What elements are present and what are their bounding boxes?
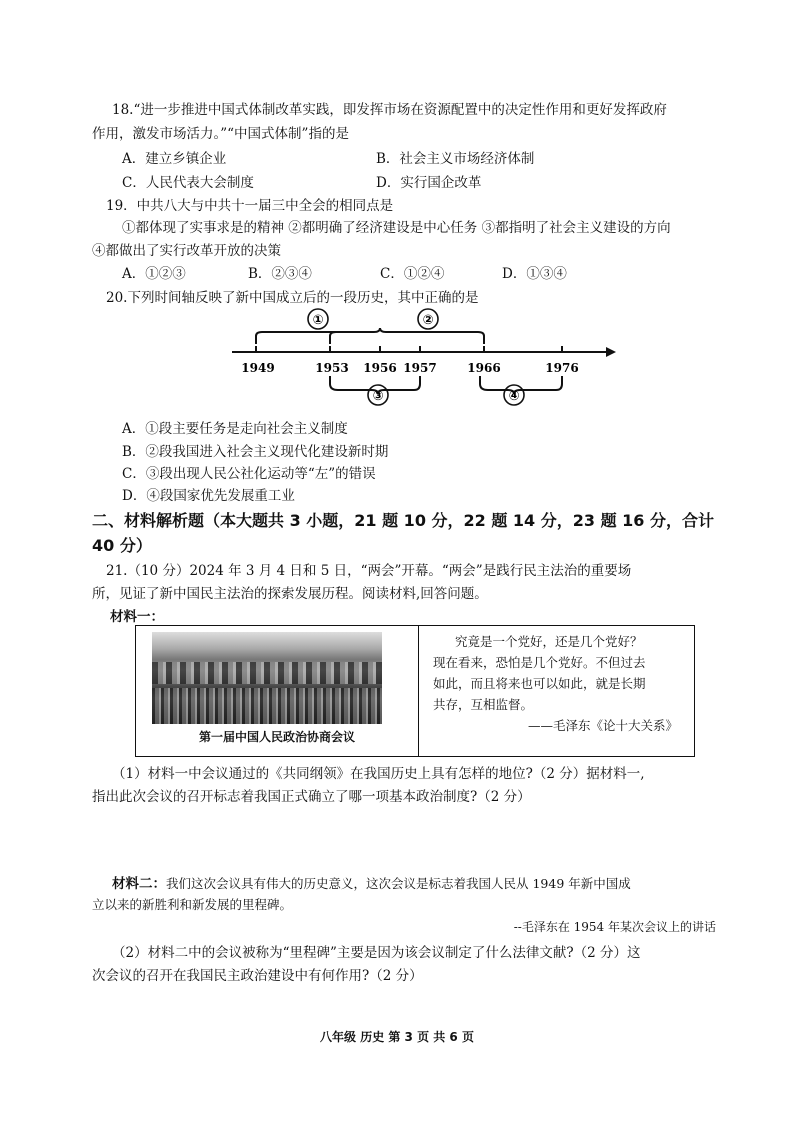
year-1949: 1949 [241,361,275,375]
quote-source: ——毛泽东《论十大关系》 [527,718,678,733]
q19-stem: 19．中共八大与中共十一届三中全会的相同点是 [106,198,394,214]
upper-brace [256,328,484,344]
section-title-line2: 40 分） [92,536,152,555]
year-1966: 1966 [467,361,501,375]
q18-stem-line2: 作用，激发市场活力。”“中国式体制”指的是 [92,126,349,142]
q18-option-d: D．实行国企改革 [376,175,482,191]
q21-sub1-line2: 指出此次会议的召开标志着我国正式确立了哪一项基本政治制度?（2 分） [92,789,531,805]
q18-option-c: C．人民代表大会制度 [122,175,254,191]
q19-option-d: D．①③④ [502,266,567,282]
quote-line-4: 共存，互相监督。 [433,697,534,712]
label-4: ④ [508,389,520,404]
q21-sub2-line1: （2）材料二中的会议被称为“里程碑”主要是因为该会议制定了什么法律文献?（2 分）这 [112,945,641,961]
photo-caption: 第一届中国人民政治协商会议 [198,730,355,744]
q18-stem-line1: 18.“进一步推进中国式体制改革实践，即发挥市场在资源配置中的决定性作用和更好发挥政府 [112,102,667,118]
q20-option-c: C．③段出现人民公社化运动等“左”的错误 [122,466,376,482]
timeline-diagram [222,306,622,411]
q21-sub2-line2: 次会议的召开在我国民主政治建设中有何作用?（2 分） [92,968,423,984]
q19-items-line1: ①都体现了实事求是的精神 ②都明确了经济建设是中心任务 ③都指明了社会主义建设的方向 [122,220,671,236]
quote-line-1: 究竟是一个党好，还是几个党好？ [455,634,643,649]
year-1956: 1956 [363,361,397,375]
page-footer: 八年级 历史 第 3 页 共 6 页 [320,1030,474,1044]
material-1-photo-cell [136,626,419,757]
material-1-table [135,625,695,757]
material-1-quote-cell [419,626,695,757]
q19-option-c: C．①②④ [380,266,445,282]
quote-line-3: 如此，而且将来也可以如此，就是长期 [433,676,646,691]
q20-option-a: A．①段主要任务是走向社会主义制度 [122,421,348,437]
year-1976: 1976 [545,361,579,375]
q19-option-a: A．①②③ [122,266,186,282]
upper-brace-mid [330,332,336,344]
material-2-text2: 立以来的新胜利和新发展的里程碑。 [92,897,293,912]
q20-option-d: D．④段国家优先发展重工业 [122,488,295,504]
lower-brace-4 [480,376,562,394]
label-1: ① [312,313,324,328]
cppcc-photo [152,632,382,724]
material-2-source: --毛泽东在 1954 年某次会议上的讲话 [513,920,716,934]
q18-option-b: B．社会主义市场经济体制 [376,151,535,167]
q20-option-b: B．②段我国进入社会主义现代化建设新时期 [122,444,389,460]
q18-option-a: A．建立乡镇企业 [122,151,227,167]
axis-arrowhead [606,347,616,357]
section-title-line1: 二、材料解析题（本大题共 3 小题，21 题 10 分，22 题 14 分，23 题 16 分，合计 [92,511,715,530]
q21-sub1-line1: （1）材料一中会议通过的《共同纲领》在我国历史上具有怎样的地位?（2 分）据材料一, [112,766,645,782]
year-1957: 1957 [403,361,437,375]
q19-option-b: B．②③④ [248,266,312,282]
q21-intro-line1: 21.（10 分）2024 年 3 月 4 日和 5 日，“两会”开幕。“两会”是践行民主法治的重要场 [106,563,632,579]
label-2: ② [422,313,434,328]
q19-items-line2: ④都做出了实行改革开放的决策 [92,243,281,259]
material-2-line1 [112,872,631,892]
material-2-text1: 我们这次会议具有伟大的历史意义，这次会议是标志着我国人民从 1949 年新中国成 [166,876,631,891]
q21-intro-line2: 所，见证了新中国民主法治的探索发展历程。阅读材料,回答问题。 [92,586,488,602]
material-1-label: 材料一： [110,609,164,625]
material-2-label: 材料二： [112,876,166,892]
label-3: ③ [372,389,384,404]
q20-stem: 20.下列时间轴反映了新中国成立后的一段历史，其中正确的是 [106,290,479,306]
year-1953: 1953 [315,361,349,375]
quote-line-2: 现在看来，恐怕是几个党好。不但过去 [433,655,646,670]
